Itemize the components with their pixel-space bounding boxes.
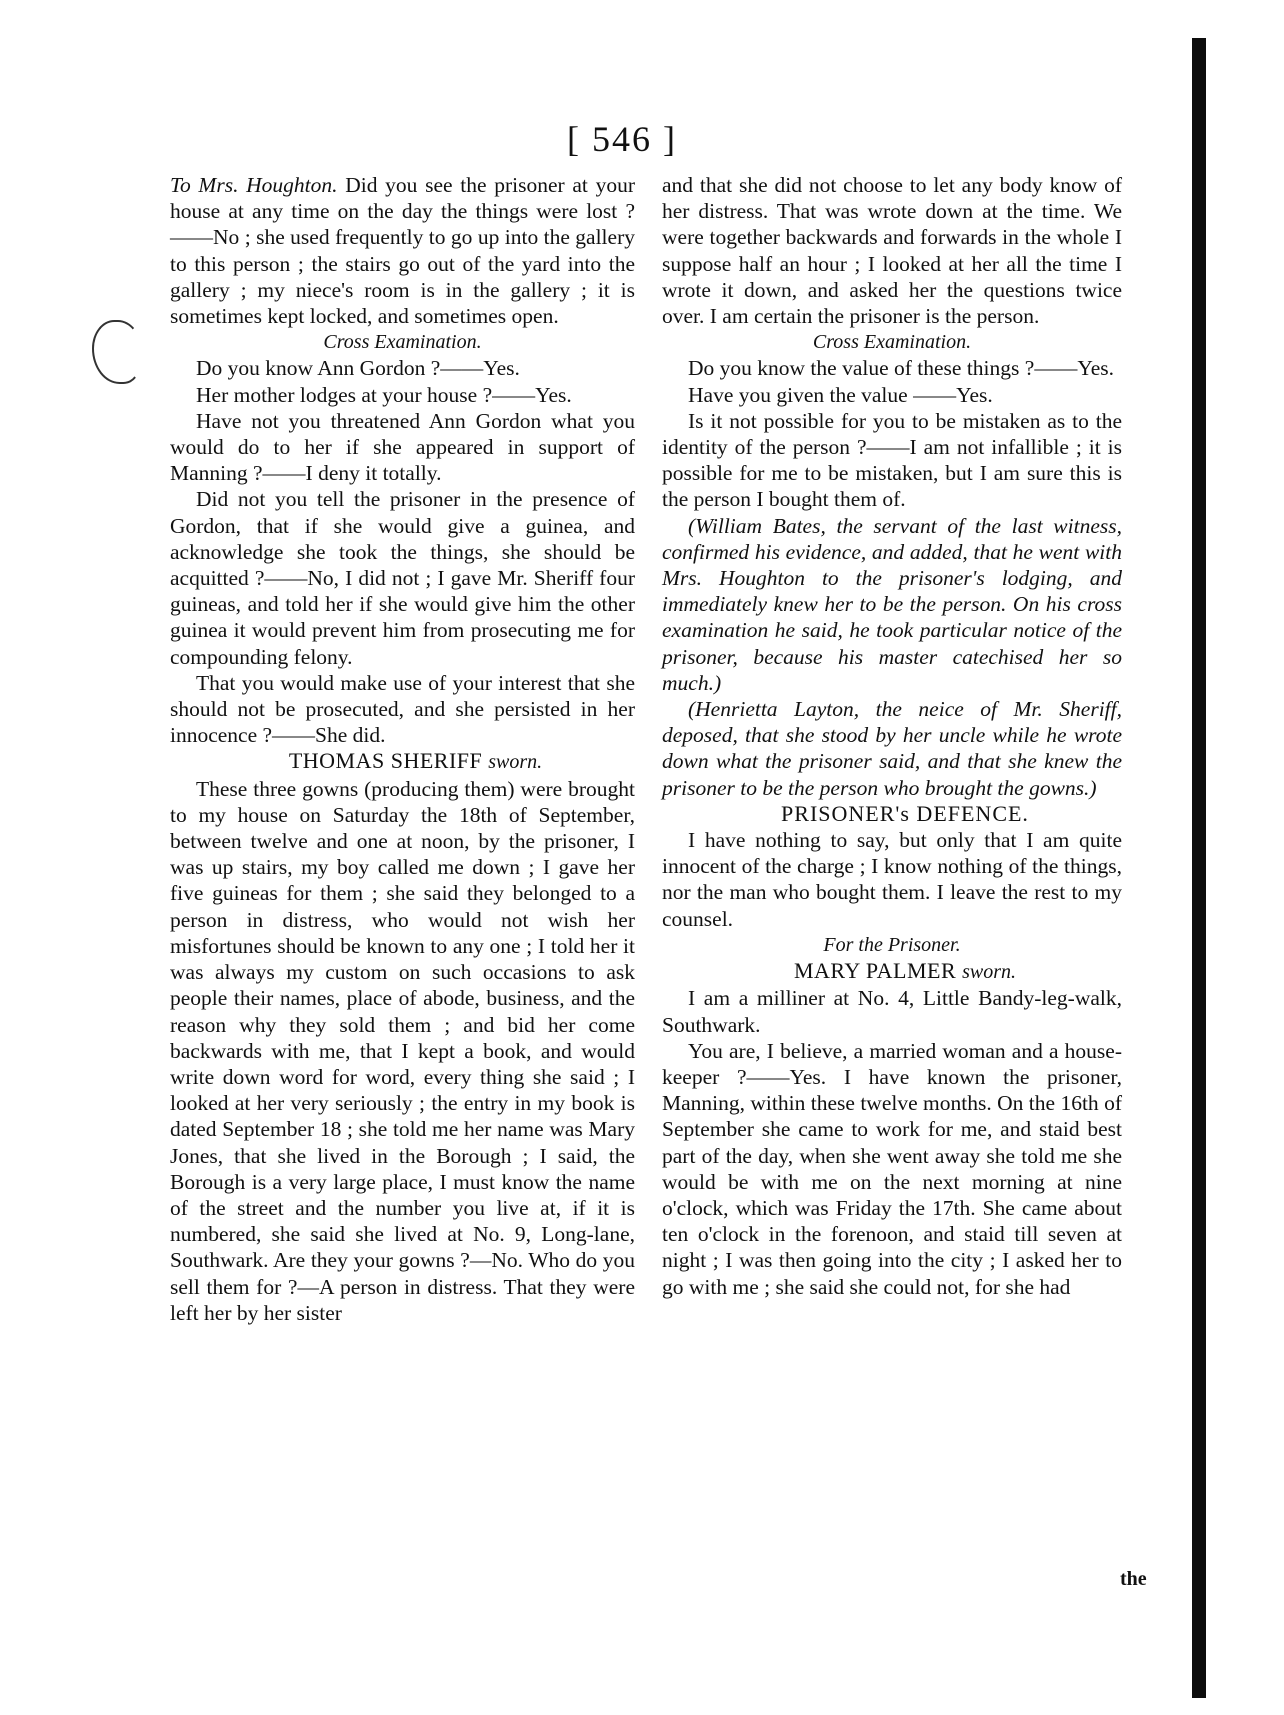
paragraph-text: Do you know the value of these things ?——Yes.: [688, 356, 1114, 381]
page-number: [ 546 ]: [567, 119, 677, 159]
paragraph: [170, 486, 635, 669]
paragraph-text: (William Bates, the servant of the last witness, confirmed his evidence, and added, that he went with Mrs. Houghton to the prisoner's lodging, and immediately knew her to be the person. On his cross examination he said, he took particular notice of the prisoner, because his master catechised her so much.): [662, 513, 1122, 695]
paragraph-text: Did you see the prisoner at your house at any time on the day the things were lost ?——No ; she used frequently to go up into the gallery to this person ; the stairs go out of the yard into the gallery ; my niece's room is in the gallery ; it is sometimes kept locked, and sometimes open.: [170, 173, 635, 329]
paragraph: [170, 776, 635, 1326]
binding-edge-shadow: [1192, 38, 1206, 1698]
ink-mark: [92, 320, 142, 384]
paragraph-text: I am a milliner at No. 4, Little Bandy-leg-walk, Southwark.: [662, 986, 1122, 1037]
addressee-lead: To Mrs. Houghton.: [170, 173, 338, 197]
paragraph: [170, 172, 635, 329]
paragraph-text: and that she did not choose to let any body know of her distress. That was wrote down at the time. We were together backwards and forwards in the whole I suppose half an hour ; I looked at her all the time I wrote it down, and asked her the questions twice over. I am certain the prisoner is the person.: [662, 173, 1122, 329]
defence-heading: PRISONER's DEFENCE.: [781, 800, 1029, 826]
paragraph: [662, 172, 1122, 329]
paragraph: [662, 827, 1122, 932]
paragraph-text: You are, I believe, a married woman and a house-keeper ?——Yes. I have known the prisoner, Manning, within these twelve months. On the 16th of September she came to work for me, and staid best part of the day, when she went away she told me she would be with me on the next morning at nine o'clock, which was Friday the 17th. She came about ten o'clock in the forenoon, and staid till seven at night ; I was then going into the city ; I asked her to go with me ; she said she could not, for she had: [662, 1038, 1122, 1299]
paragraph: [662, 408, 1122, 513]
paragraph-text: That you would make use of your interest that she should not be prosecuted, and she persisted in her innocence ?——She did.: [170, 670, 635, 748]
sworn-word: sworn.: [962, 961, 1017, 984]
left-column: [170, 172, 635, 1326]
paragraph: [662, 696, 1122, 801]
paragraph: [662, 1038, 1122, 1300]
witness-sworn-heading: [170, 748, 635, 775]
witness-name: THOMAS SHERIFF: [288, 748, 483, 774]
witness-sworn-heading: [662, 958, 1122, 985]
paragraph-text: Have you given the value ——Yes.: [688, 382, 993, 407]
paragraph: [170, 408, 635, 487]
witness-name: MARY PALMER: [793, 958, 957, 984]
paragraph-text: Do you know Ann Gordon ?——Yes.: [196, 356, 520, 381]
paragraph: [170, 670, 635, 749]
paragraph-text: These three gowns (producing them) were brought to my house on Saturday the 18th of September, between twelve and one at noon, by the prisoner, I was up stairs, my boy called me down ; I gave her five guineas for them ; she said they belonged to a person in distress, who would not wish her misfortunes should be known to any one ; I told her it was always my custom on such occasions to ask people their names, place of abode, business, and the reason why they sold them ; and bid her come backwards with me, that I kept a book, and would write down word for word, every thing she said ; I looked at her very seriously ; the entry in my book is dated September 18 ; she told me her name was Mary Jones, that she lived in the Borough ; I said, the Borough is a very large place, I must know the name of the street and the number you live at, if it is numbered, she said she lived at No. 9, Long-lane, Southwark. Are they your gowns ?—No. Who do you sell them for ?—A person in distress. That they were left her by her sister: [170, 776, 635, 1325]
section-heading: Cross Examination.: [323, 331, 482, 354]
section-heading: Cross Examination.: [812, 331, 972, 354]
paragraph-text: (Henrietta Layton, the neice of Mr. Sheriff, deposed, that she stood by her uncle while he wrote down what the prisoner said, and that she knew the prisoner to be the person who brought the gowns.): [662, 697, 1122, 800]
sworn-word: sworn.: [488, 751, 543, 774]
paragraph-text: Did not you tell the prisoner in the presence of Gordon, that if she would give a guinea, and acknowledge she took the things, she should be acquitted ?——No, I did not ; I gave Mr. Sheriff four guineas, and told her if she would give him the other guinea it would prevent him from prosecuting me for compounding felony.: [170, 487, 635, 669]
paragraph: [662, 382, 1122, 408]
right-column: [662, 172, 1122, 1300]
section-heading: For the Prisoner.: [823, 933, 961, 956]
paragraph: [170, 355, 635, 381]
paragraph: [170, 382, 635, 408]
paragraph: [662, 985, 1122, 1037]
paragraph: [662, 355, 1122, 381]
paragraph-text: Is it not possible for you to be mistaken as to the identity of the person ?——I am not infallible ; it is possible for me to be mistaken, but I am sure this is the person I bought them of.: [662, 408, 1122, 512]
paragraph: [662, 513, 1122, 696]
paragraph-text: Have not you threatened Ann Gordon what you would do to her if she appeared in support of Manning ?——I deny it totally.: [170, 408, 635, 486]
paragraph-text: Her mother lodges at your house ?——Yes.: [196, 382, 572, 407]
paragraph-text: I have nothing to say, but only that I am quite innocent of the charge ; I know nothing of the things, nor the man who bought them. I leave the rest to my counsel.: [662, 828, 1122, 931]
catchword: the: [1120, 1568, 1147, 1590]
